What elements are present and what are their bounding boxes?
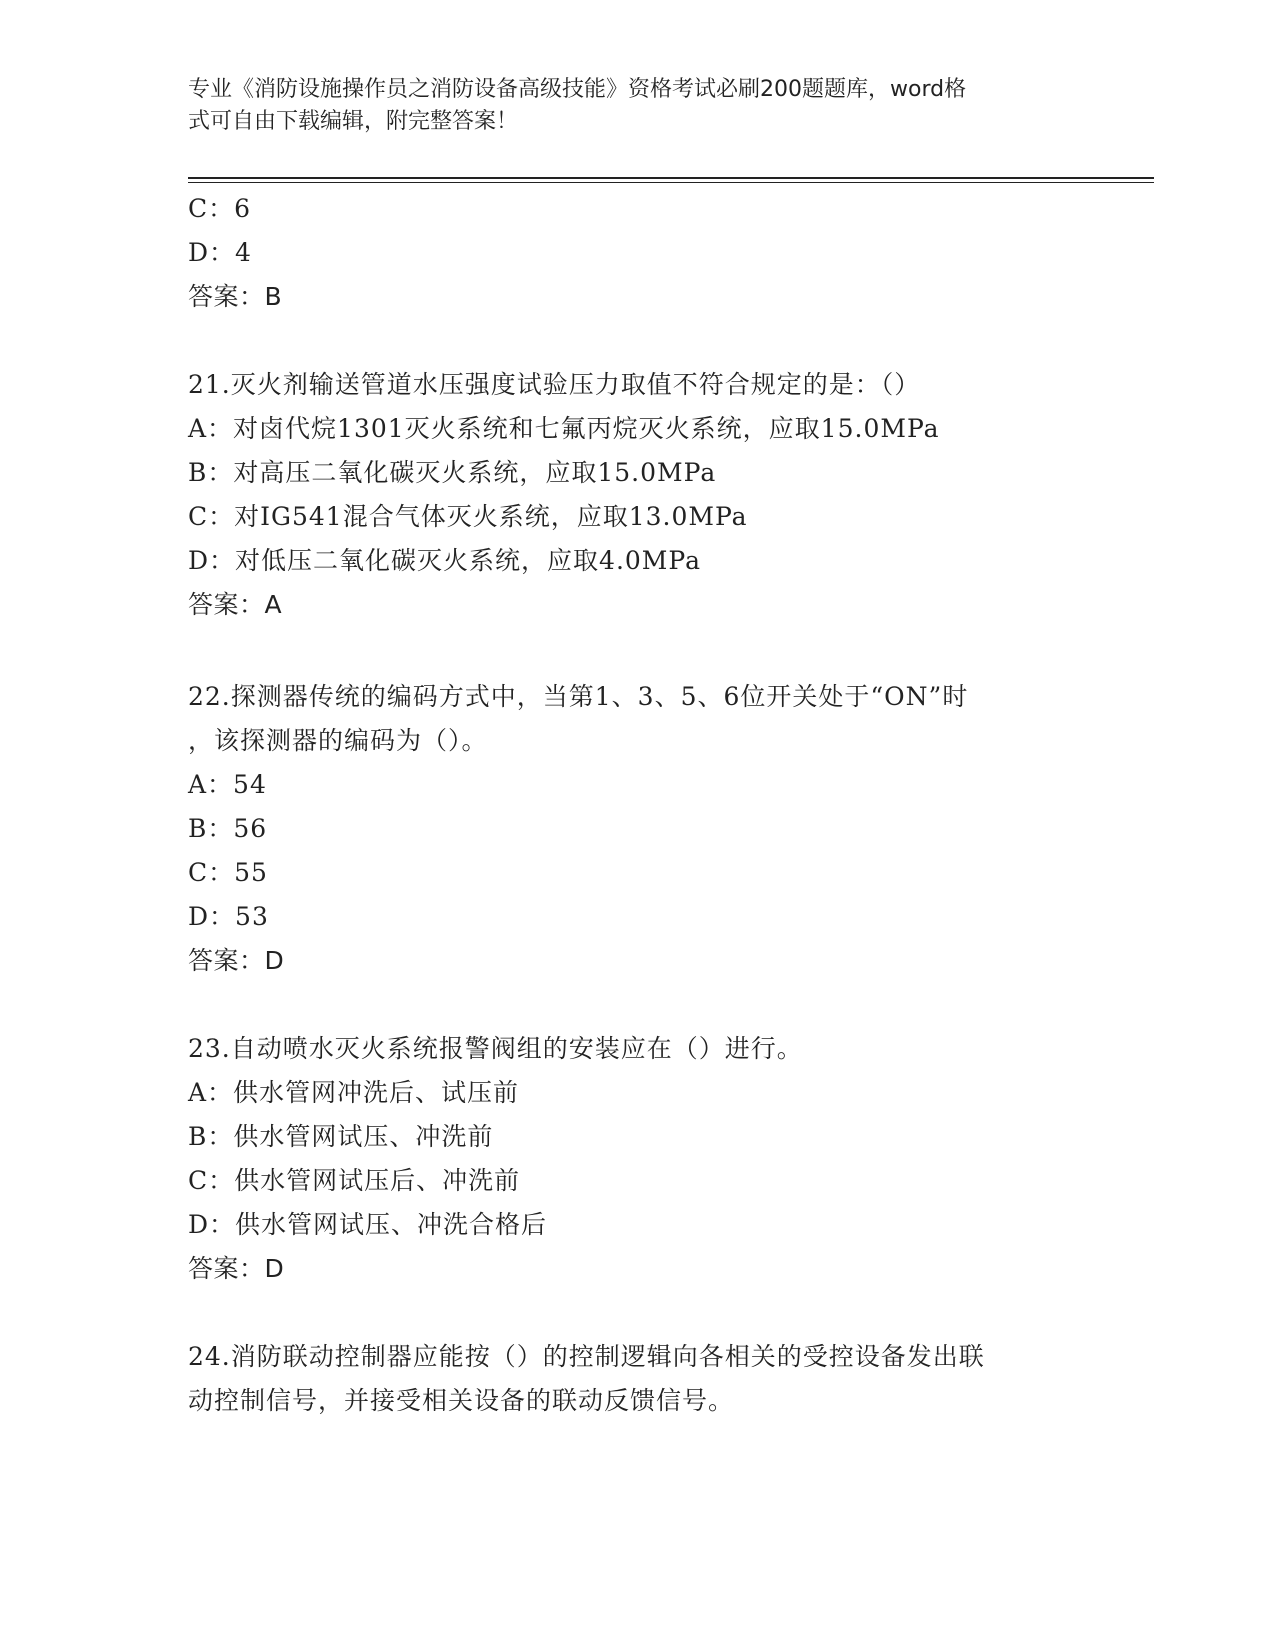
option-d: D：4	[188, 238, 252, 267]
document-header	[188, 74, 1068, 138]
option-b: B：供水管网试压、冲洗前	[188, 1122, 494, 1151]
header-title-line-2: 式可自由下载编辑，附完整答案！	[188, 109, 519, 134]
answer-label: 答案：B	[188, 282, 283, 311]
answer-label: 答案：A	[188, 590, 283, 619]
question-stem-line-1: 24.消防联动控制器应能按（）的控制逻辑向各相关的受控设备发出联	[188, 1342, 985, 1371]
option-b: B：56	[188, 814, 268, 843]
option-a: A：54	[188, 770, 267, 799]
answer-label: 答案：D	[188, 1254, 285, 1283]
question-stem: 23.自动喷水灭火系统报警阀组的安装应在（）进行。	[188, 1034, 803, 1063]
answer-label: 答案：D	[188, 946, 285, 975]
option-a: A：对卤代烷1301灭火系统和七氟丙烷灭火系统，应取15.0MPa	[188, 414, 940, 443]
question-stem-line-2: 动控制信号，并接受相关设备的联动反馈信号。	[188, 1386, 735, 1415]
option-d: D：供水管网试压、冲洗合格后	[188, 1210, 548, 1239]
option-d: D：对低压二氧化碳灭火系统，应取4.0MPa	[188, 546, 702, 575]
option-c: C：6	[188, 194, 252, 223]
question-stem-line-2: ，该探测器的编码为（）。	[188, 726, 488, 755]
question-stem: 21.灭火剂输送管道水压强度试验压力取值不符合规定的是：（）	[188, 370, 921, 399]
option-a: A：供水管网冲洗后、试压前	[188, 1078, 520, 1107]
question-stem-line-1: 22.探测器传统的编码方式中，当第1、3、5、6位开关处于“ON”时	[188, 682, 969, 711]
option-c: C：对IG541混合气体灭火系统，应取13.0MPa	[188, 502, 748, 531]
option-c: C：55	[188, 858, 268, 887]
option-c: C：供水管网试压后、冲洗前	[188, 1166, 521, 1195]
header-divider-thick	[188, 177, 1154, 179]
option-b: B：对高压二氧化碳灭火系统，应取15.0MPa	[188, 458, 717, 487]
header-title-line-1: 专业《消防设施操作员之消防设备高级技能》资格考试必刷200题题库，word格	[188, 77, 967, 102]
option-d: D：53	[188, 902, 269, 931]
header-divider-thin	[188, 182, 1154, 183]
